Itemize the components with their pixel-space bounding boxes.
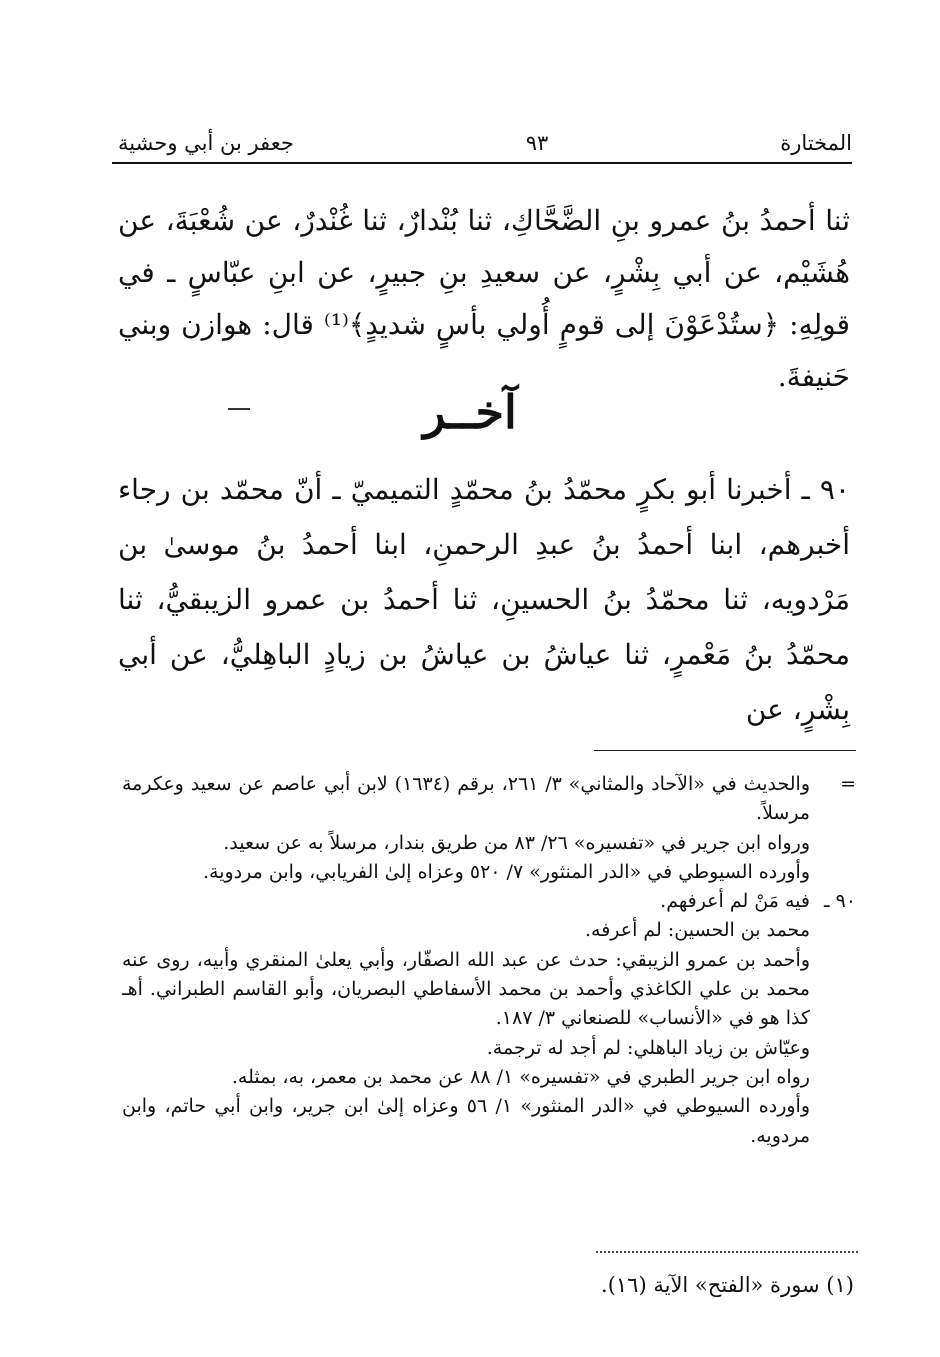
note-item: [122, 916, 856, 945]
note-text: فيه مَنْ لم أعرفهم.: [660, 890, 810, 913]
notes-separator: [594, 750, 856, 751]
note-marker: =: [840, 773, 856, 795]
note-item: [122, 1092, 856, 1151]
note-text: رواه ابن جرير الطبري في «تفسيره» ١/ ٨٨ عن محمد بن معمر، به، بمثله.: [231, 1065, 810, 1088]
header-book-title: المختارة: [780, 131, 852, 155]
hadith-90-text: ٩٠ ـ أخبرنا أبو بكرٍ محمّدُ بنُ محمّدٍ التميميّ ـ أنّ محمّد بن رجاء أخبرهم، ابنا أحمدُ بنُ عبدِ الرحمنِ، ابنا أحمدُ بنُ موسىٰ بن مَرْدويه، ثنا محمّدُ بنُ الحسينِ، ثنا أحمدُ بن عمرو الزيبقيُّ، ثنا محمّدُ بنُ مَعْمرٍ، ثنا عياشُ بن عياشُ بن زيادٍ الباهِليُّ، عن أبي بِشْرٍ، عن: [118, 473, 850, 726]
footnote-separator: [596, 1251, 858, 1253]
note-text: محمد بن الحسين: لم أعرفه.: [584, 919, 810, 942]
note-item: [122, 1034, 856, 1063]
note-text: وعيّاش بن زياد الباهلي: لم أجد له ترجمة.: [486, 1036, 810, 1059]
note-item: [122, 829, 856, 858]
running-header: [118, 128, 852, 158]
note-text: وأورده السيوطي في «الدر المنثور» ٧/ ٥٢٠ وعزاه إلىٰ الفريابي، وابن مردوية.: [203, 860, 810, 883]
note-text: والحديث في «الآحاد والمثاني» ٣/ ٢٦١، برقم (١٦٣٤) لابن أبي عاصم عن سعيد وعكرمة مرسلاً.: [122, 773, 810, 825]
note-item: [122, 1063, 856, 1092]
header-chapter-title: جعفر بن أبي وحشية: [118, 131, 294, 155]
commentary-notes: [122, 770, 856, 1151]
header-rule: [112, 162, 852, 164]
hadith-text-continued: ثنا أحمدُ بنُ عمرو بنِ الضَّحَّاكِ، ثنا بُنْدارٌ، ثنا غُنْدرٌ، عن شُعْبَةَ، عن هُشَيْم، عن أبي بِشْرٍ، عن سعيدِ بنِ جبيرٍ، عن ابنِ عبّاسٍ ـ في قولِهِ: ﴿ستُدْعَوْنَ إلى قومٍ أُولي بأسٍ شديدٍ﴾⁽¹⁾ قال: هوازن وبني حَنيفةَ.: [118, 204, 850, 393]
note-item: [122, 770, 856, 829]
note-item: [122, 858, 856, 887]
note-text: وأحمد بن عمرو الزيبقي: حدث عن عبد الله الصفّار، وأبي يعلىٰ المنقري وأبيه، روى عنه محمد بن علي الكاغذي وأحمد بن محمد الأسفاطي البصريان، وأبو القاسم الطبراني. أهـ كذا هو في «الأنساب» للصنعاني ٣/ ١٨٧.: [122, 948, 810, 1030]
footnote: (١) سورة «الفتح» الآية (١٦).: [601, 1273, 854, 1297]
note-item: [122, 946, 856, 1034]
note-text: وأورده السيوطي في «الدر المنثور» ١/ ٥٦ وعزاه إلىٰ ابن جرير، وابن أبي حاتم، وابن مردويه.: [122, 1095, 810, 1147]
note-marker: ٩٠ ـ: [823, 890, 856, 913]
note-item: [122, 887, 856, 916]
section-title: آخــر: [423, 385, 517, 439]
page-number: ٩٣: [525, 131, 549, 155]
note-text: ورواه ابن جرير في «تفسيره» ٢٦/ ٨٣ من طريق بندار، مرسلاً به عن سعيد.: [223, 831, 810, 854]
